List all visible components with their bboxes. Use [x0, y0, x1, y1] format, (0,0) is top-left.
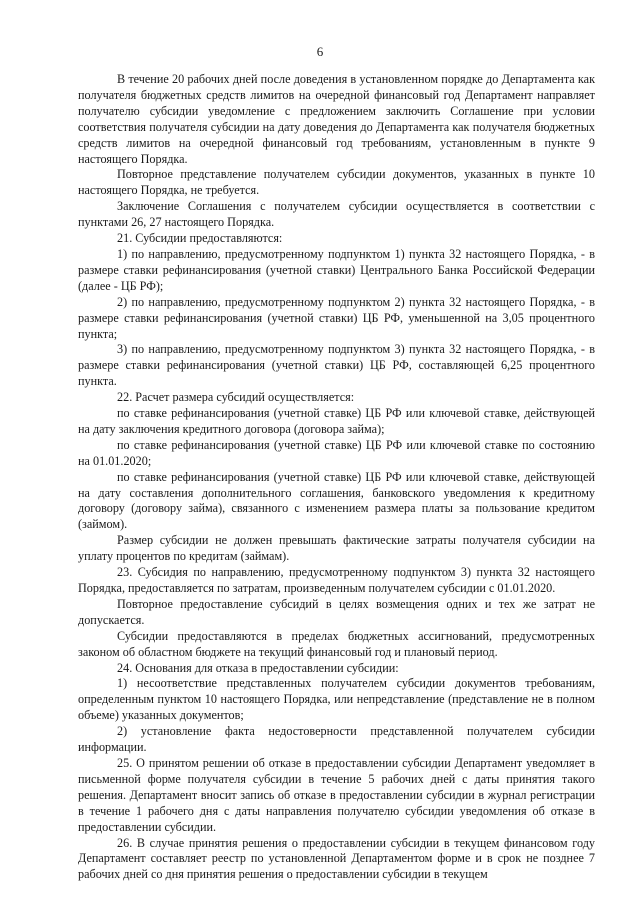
paragraph: Повторное представление получателем субсидии документов, указанных в пункте 10 настоящего Порядка, не требуется. — [78, 167, 595, 198]
paragraph: 26. В случае принятия решения о предоставлении субсидии в текущем финансовом году Департамент составляет реестр по установленной Департаментом форме и в срок не позднее 7 рабочих дней со дня принятия решения о предоставлении субсидии в текущем — [78, 835, 595, 882]
document-body — [78, 72, 595, 883]
paragraph: 2) установление факта недостоверности представленной получателем субсидии информации. — [78, 724, 595, 755]
paragraph: 3) по направлению, предусмотренному подпунктом 3) пункта 32 настоящего Порядка, - в размере ставки рефинансирования (учетной ставки) ЦБ РФ, составляющей 6,25 процентного пункта. — [78, 342, 595, 389]
paragraph: Заключение Соглашения с получателем субсидии осуществляется в соответствии с пунктами 26, 27 настоящего Порядка. — [78, 199, 595, 230]
paragraph: 2) по направлению, предусмотренному подпунктом 2) пункта 32 настоящего Порядка, - в размере ставки рефинансирования (учетной ставки) ЦБ РФ, уменьшенной на 3,05 процентного пункта; — [78, 294, 595, 341]
paragraph: 22. Расчет размера субсидий осуществляется: — [117, 390, 355, 405]
paragraph: В течение 20 рабочих дней после доведения в установленном порядке до Департамента как получателя бюджетных средств лимитов на очередной финансовый год Департамент направляет получателю субсидии уведомление с предложением заключить Соглашение при условии соответствия получателя субсидии на дату доведения до Департамента как получателя бюджетных средств лимитов на очередной финансовый год требованиям, установленным в пункте 9 настоящего Порядка. — [78, 72, 595, 166]
paragraph: 24. Основания для отказа в предоставлении субсидии: — [117, 660, 399, 675]
paragraph: 1) по направлению, предусмотренному подпунктом 1) пункта 32 настоящего Порядка, - в размере ставки рефинансирования (учетной ставки) Центрального Банка Российской Федерации (далее - ЦБ РФ); — [78, 246, 595, 293]
paragraph: по ставке рефинансирования (учетной ставке) ЦБ РФ или ключевой ставке, действующей на дату заключения кредитного договора (договора займа); — [78, 406, 595, 436]
paragraph: 21. Субсидии предоставляются: — [117, 231, 283, 246]
paragraph: 1) несоответствие представленных получателем субсидии документов требованиям, определенным пунктом 10 настоящего Порядка, или непредставление (представление не в полном объеме) указанных документов; — [78, 676, 595, 723]
paragraph: Размер субсидии не должен превышать фактические затраты получателя субсидии на уплату процентов по кредитам (займам). — [78, 533, 595, 564]
paragraph: Повторное предоставление субсидий в целях возмещения одних и тех же затрат не допускается. — [78, 596, 595, 627]
paragraph: по ставке рефинансирования (учетной ставке) ЦБ РФ или ключевой ставке, действующей на дату составления дополнительного соглашения, банковского уведомления к кредитному договору (договору займа), связанного с изменением размера платы за пользование кредитом (займом). — [78, 469, 595, 532]
paragraph: 23. Субсидия по направлению, предусмотренному подпунктом 3) пункта 32 настоящего Порядка, предоставляется по затратам, произведенным получателем субсидии с 01.01.2020. — [78, 565, 595, 595]
paragraph: Субсидии предоставляются в пределах бюджетных ассигнований, предусмотренных законом об областном бюджете на текущий финансовый год и плановый период. — [78, 628, 595, 659]
page-number: 6 — [316, 44, 324, 59]
paragraph: по ставке рефинансирования (учетной ставке) ЦБ РФ или ключевой ставке по состоянию на 01.01.2020; — [78, 437, 595, 468]
paragraph: 25. О принятом решении об отказе в предоставлении субсидии Департамент уведомляет в письменной форме получателя субсидии в течение 5 рабочих дней с даты принятия такого решения. Департамент вносит запись об отказе в предоставлении субсидии в журнал регистрации в течение 1 рабочего дня с даты направления получателю субсидии уведомления об отказе в предоставлении субсидии. — [78, 755, 595, 834]
